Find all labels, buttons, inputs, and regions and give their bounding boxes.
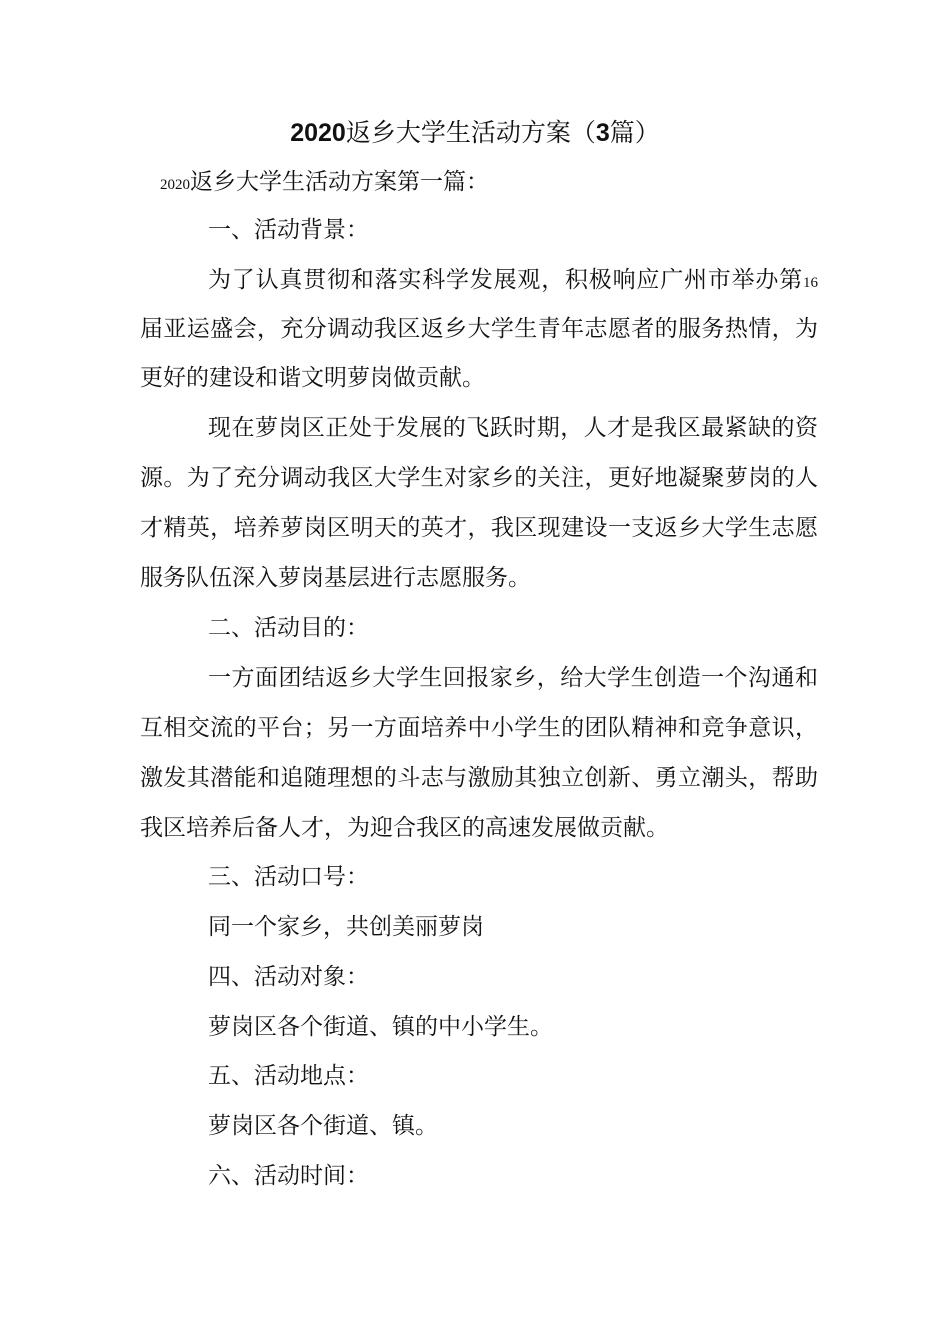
document-title (0, 116, 950, 150)
paragraph-line: 届亚运盛会，充分调动我区返乡大学生青年志愿者的服务热情，为 (140, 316, 818, 342)
paragraph-text: 为了认真贯彻和落实科学发展观，积极响应广州市举办第 (208, 267, 803, 293)
section-subtitle (160, 167, 489, 200)
subtitle-year: 2020 (160, 177, 190, 193)
slogan-text: 同一个家乡，共创美丽萝岗 (208, 914, 484, 940)
paragraph-number: 16 (803, 275, 818, 291)
target-text: 萝岗区各个街道、镇的中小学生。 (208, 1014, 553, 1040)
paragraph-line: 现在萝岗区正处于发展的飞跃时期，人才是我区最紧缺的资 (208, 415, 818, 441)
paragraph-line: 源。为了充分调动我区大学生对家乡的关注，更好地凝聚萝岗的人 (140, 465, 818, 491)
paragraph-line: 一方面团结返乡大学生回报家乡，给大学生创造一个沟通和 (208, 665, 818, 691)
heading-target: 四、活动对象： (208, 964, 369, 990)
title-text: 返乡大学生活动方案（ (345, 118, 596, 147)
paragraph-line: 我区培养后备人才，为迎合我区的高速发展做贡献。 (140, 815, 669, 841)
title-year: 2020 (290, 119, 346, 147)
heading-time: 六、活动时间： (208, 1163, 369, 1189)
heading-purpose: 二、活动目的： (208, 615, 369, 641)
paragraph-line: 互相交流的平台；另一方面培养中小学生的团队精神和竞争意识， (140, 715, 818, 741)
title-count: 3 (595, 119, 610, 147)
paragraph-line: 服务队伍深入萝岗基层进行志愿服务。 (140, 565, 531, 591)
heading-slogan: 三、活动口号： (208, 864, 369, 890)
heading-background: 一、活动背景： (208, 217, 369, 243)
subtitle-text: 返乡大学生活动方案第一篇： (190, 169, 489, 195)
location-text: 萝岗区各个街道、镇。 (208, 1113, 438, 1139)
title-end: 篇） (609, 118, 660, 147)
paragraph-line: 才精英，培养萝岗区明天的英才，我区现建设一支返乡大学生志愿 (140, 515, 818, 541)
paragraph-line: 激发其潜能和追随理想的斗志与激励其独立创新、勇立潮头，帮助 (140, 765, 818, 791)
paragraph-line: 更好的建设和谐文明萝岗做贡献。 (140, 365, 485, 391)
paragraph-line (208, 265, 818, 298)
heading-location: 五、活动地点： (208, 1063, 369, 1089)
